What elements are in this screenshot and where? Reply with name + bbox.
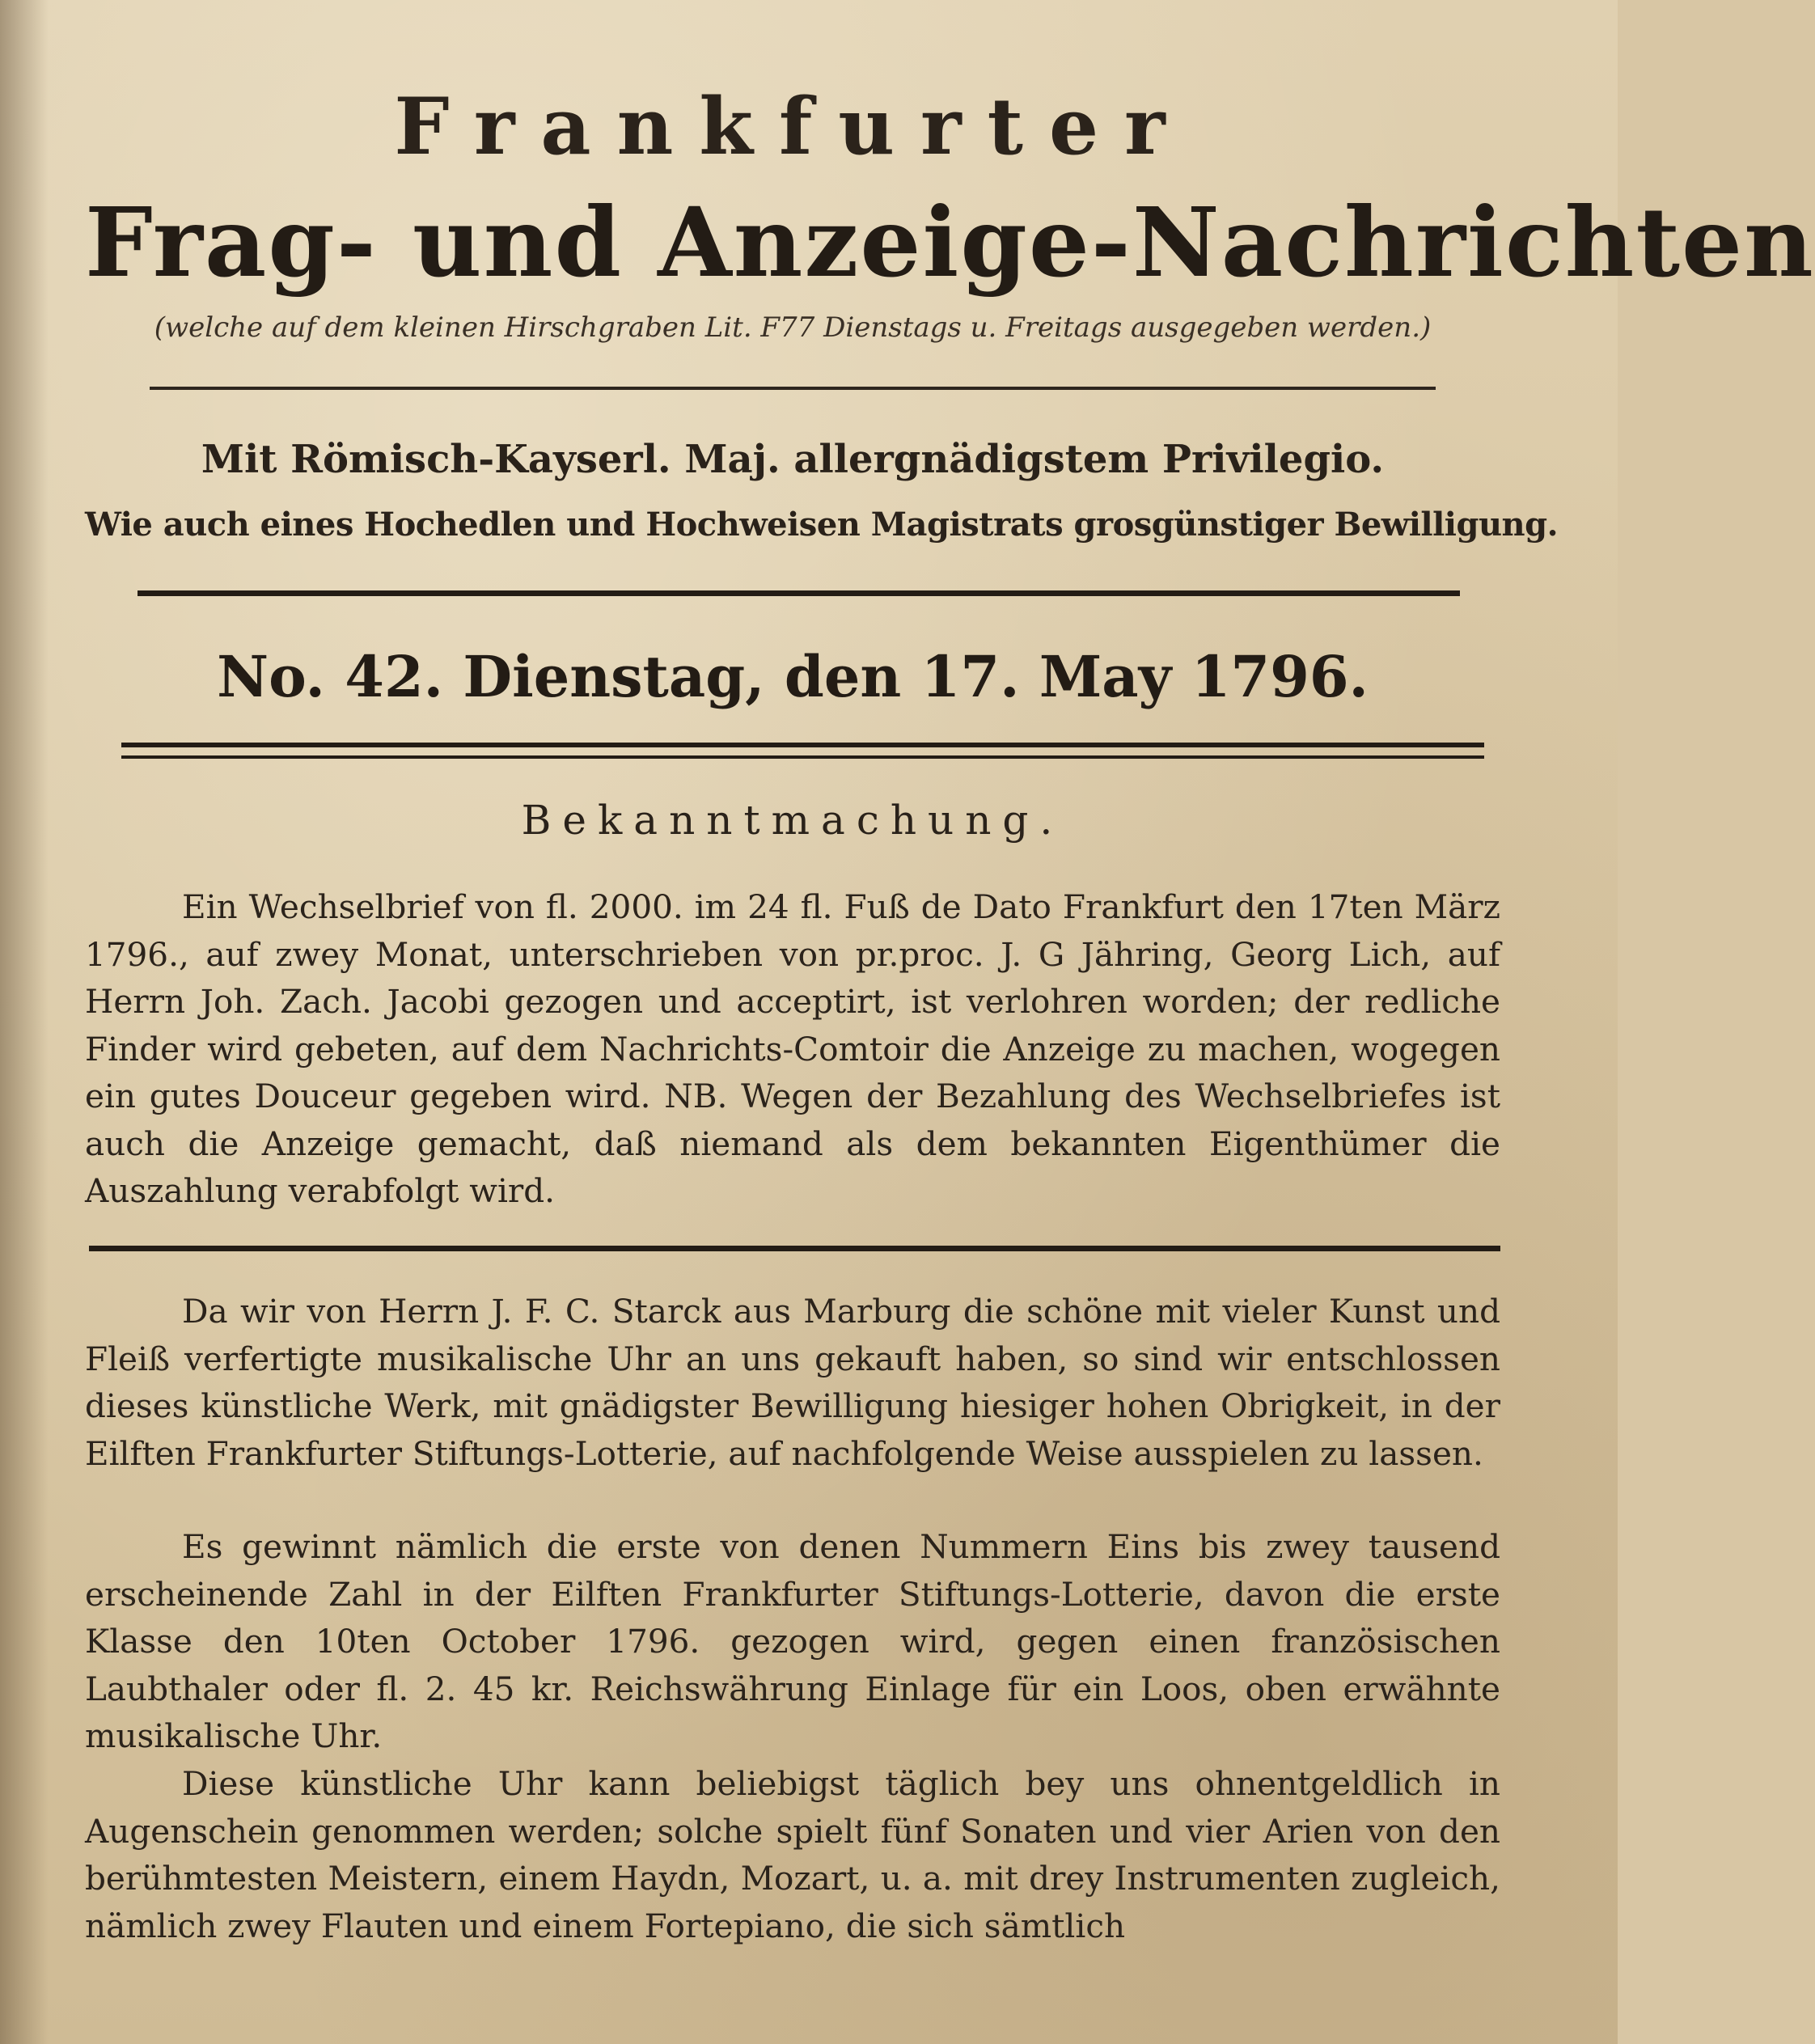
rule-between-notices [89, 1246, 1500, 1251]
masthead-title: Frag- und Anzeige-Nachrichten [85, 186, 1815, 298]
notice-text: Da wir von Herrn J. F. C. Starck aus Marburg die schöne mit vieler Kunst und Fleiß verfertigte musikalische Uhr an uns gekauft haben, so sind wir entschlossen dieses künstliche Werk, mit gnädigster Bewilligung hiesiger hohen Obrigkeit, in der Eilften Frankfurter Stiftungs-Lotterie, auf nachfolgende Weise ausspielen zu lassen. [85, 1292, 1500, 1473]
rule-under-privilege [138, 590, 1460, 596]
notice-text: Ein Wechselbrief von fl. 2000. im 24 fl. Fuß de Dato Frankfurt den 17ten März 1796., auf zwey Monat, unterschrieben von pr.proc. J. G Jähring, Georg Lich, auf Herrn Joh. Zach. Jacobi gezogen und acceptirt, ist verlohren worden; der redliche Finder wird gebeten, auf dem Nachrichts-Comtoir die Anzeige zu machen, wogegen ein gutes Douceur gegeben wird. NB. Wegen der Bezahlung des Wechselbriefes ist auch die Anzeige gemacht, daß niemand als dem bekannten Eigenthümer die Auszahlung verabfolgt wird. [85, 887, 1500, 1210]
notice-paragraph [85, 883, 1500, 1215]
issue-date-line: No. 42. Dienstag, den 17. May 1796. [217, 643, 1369, 710]
notice-paragraph [85, 1760, 1500, 1949]
rule-under-masthead [150, 387, 1436, 390]
notice-paragraph [85, 1288, 1500, 1477]
masthead-subtitle: (welche auf dem kleinen Hirschgraben Lit. F77 Dienstags u. Freitags ausgegeben werden.) [154, 311, 1432, 344]
masthead-city: Frankfurter [394, 81, 1191, 172]
privilege-line-2: Wie auch eines Hochedlen und Hochweisen Magistrats grosgünstiger Bewilligung. [85, 506, 1559, 544]
section-title: Bekanntmachung. [521, 797, 1064, 844]
notice-text: Es gewinnt nämlich die erste von denen Nummern Eins bis zwey tausend erscheinende Zahl in der Eilften Frankfurter Stiftungs-Lotterie, davon die erste Klasse den 10ten October 1796. gezogen wird, gegen einen französischen Laubthaler oder fl. 2. 45 kr. Reichswährung Einlage für ein Loos, oben erwähnte musikalische Uhr. [85, 1527, 1500, 1755]
notice-text: Diese künstliche Uhr kann beliebigst täglich bey uns ohnentgeldlich in Augenschein genommen werden; solche spielt fünf Sonaten und vier Arien von den berühmtesten Meistern, einem Haydn, Mozart, u. a. mit drey Instrumenten zugleich, nämlich zwey Flauten und einem Fortepiano, die sich sämtlich [85, 1764, 1500, 1945]
notice-paragraph [85, 1523, 1500, 1760]
privilege-line-1: Mit Römisch-Kayserl. Maj. allergnädigstem Privilegio. [201, 437, 1385, 482]
binding-shadow [0, 0, 49, 2044]
double-rule-under-issue [121, 743, 1484, 759]
